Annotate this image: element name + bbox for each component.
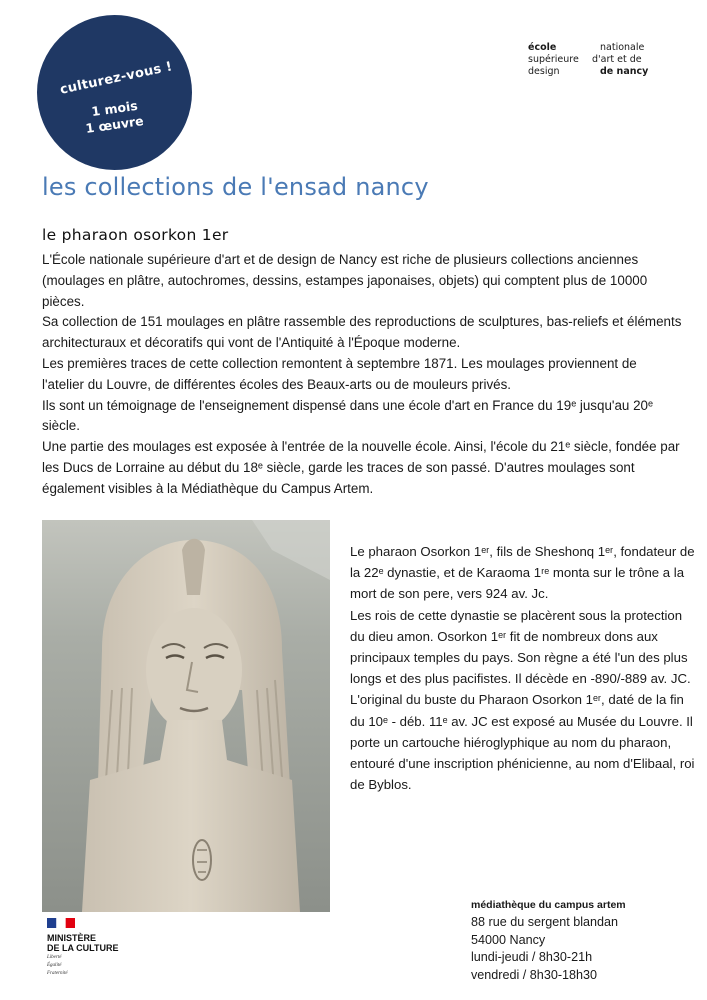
intro-paragraph-1: L'École nationale supérieure d'art et de design de Nancy est riche de plusieurs collections anciennes (moulages en plâtre, autochromes, dessins, estampes japonaises, objets) qui comptent plus de 10000 pièces. (42, 252, 648, 309)
address-hours-weekdays: lundi-jeudi / 8h30-21h (471, 950, 593, 964)
description-paragraph-2: Les rois de cette dynastie se placèrent sous la protection du dieu amon. Osorkon 1ᵉʳ fit de nombreux dons aux principaux temples du pays. Son règne a été l'un des plus longs et des plus pacifistes. Il décède en -890/-889 av. JC. (350, 607, 691, 687)
pharaoh-description (350, 541, 695, 795)
address-heading: médiathèque du campus artem (471, 899, 626, 911)
pharaoh-bust-photo (42, 520, 330, 912)
motto-fraternite: Fraternité (47, 971, 68, 976)
logo-denancy: de nancy (600, 66, 649, 77)
culturez-vous-badge (37, 15, 192, 170)
collections-title: les collections de l'ensad nancy (42, 173, 429, 201)
badge-line-2: 1 mois (90, 97, 139, 120)
logo-design: design (528, 66, 560, 77)
mediatheque-address (471, 898, 701, 984)
intro-paragraph-3: Les premières traces de cette collection remontent à septembre 1871. Les moulages proviennent de l'atelier du Louvre, de différentes écoles des Beaux-arts ou de mouleurs privés. (42, 355, 637, 392)
badge-line-3: 1 œuvre (84, 113, 145, 136)
intro-paragraph-2: Sa collection de 151 moulages en plâtre rassemble des reproductions de sculptures, bas-reliefs et éléments architecturaux et décoratifs qui vont de l'Antiquité à l'Époque moderne. (42, 314, 682, 351)
address-street: 88 rue du sergent blandan (471, 915, 619, 929)
address-city: 54000 Nancy (471, 932, 546, 947)
french-flag-icon (47, 918, 75, 928)
logo-nationale: nationale (600, 42, 645, 53)
address-hours-friday: vendredi / 8h30-18h30 (471, 967, 598, 982)
badge-line-1: culturez-vous ! (58, 59, 174, 98)
ensad-logo (528, 42, 668, 82)
motto-egalite: Égalité (47, 963, 62, 968)
motto-liberte: Liberté (47, 955, 62, 960)
logo-dart: d'art et de (592, 54, 642, 65)
ministry-line-2: DE LA CULTURE (47, 943, 119, 953)
ministry-logo (47, 918, 157, 977)
pharaoh-title: le pharaon osorkon 1er (42, 226, 229, 244)
logo-ecole: école (528, 42, 557, 53)
intro-paragraph-4: Ils sont un témoignage de l'enseignement dispensé dans une école d'art en France du 19ᵉ jusqu'au 20ᵉ siècle. (42, 397, 653, 434)
description-paragraph-1: Le pharaon Osorkon 1ᵉʳ, fils de Sheshonq 1ᵉʳ, fondateur de la 22ᵉ dynastie, et de Karaoma 1ʳᵉ monta sur le trône a la mort de son pere, vers 924 av. Jc. (350, 544, 695, 602)
intro-paragraph-5: Une partie des moulages est exposée à l'entrée de la nouvelle école. Ainsi, l'école du 21ᵉ siècle, fondée par les Ducs de Lorraine au début du 18ᵉ siècle, garde les traces de son passé. D'autres moulages sont également visibles à la Médiathèque du Campus Artem. (42, 439, 680, 496)
description-paragraph-3: L'original du buste du Pharaon Osorkon 1ᵉʳ, daté de la fin du 10ᵉ - déb. 11ᵉ av. JC est exposé au Musée du Louvre. Il porte un cartouche hiéroglyphique au nom du pharaon, entouré d'une inscription phénicienne, au nom d'Elibaal, roi de Byblos. (350, 692, 695, 793)
logo-superieure: supérieure (528, 54, 579, 65)
ministry-line-1: MINISTÈRE (47, 933, 97, 943)
intro-text (42, 250, 682, 500)
